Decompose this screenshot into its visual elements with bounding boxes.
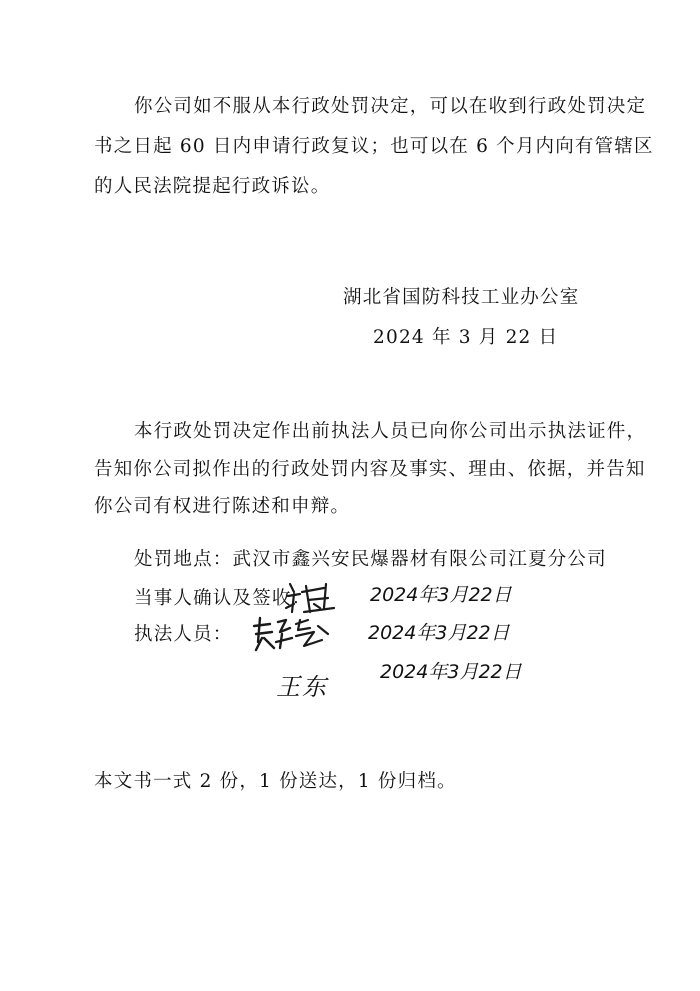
notice-line-1: 你公司如不服从本行政处罚决定，可以在收到行政处罚决定 xyxy=(134,96,647,117)
notice-line-2: 书之日起 60 日内申请行政复议；也可以在 6 个月内向有管辖区 xyxy=(94,136,654,157)
copies-note: 本文书一式 2 份，1 份送达，1 份归档。 xyxy=(94,771,457,792)
statement-line-3: 你公司有权进行陈述和申辩。 xyxy=(94,496,351,517)
officer2-signature: 王东 xyxy=(276,673,328,701)
issuer-org: 湖北省国防科技工业办公室 xyxy=(343,287,580,308)
officer1-date: 2024年3月22日 xyxy=(368,622,510,644)
party-label: 当事人确认及签收： xyxy=(134,588,312,609)
statement-line-1: 本行政处罚决定作出前执法人员已向你公司出示执法证件， xyxy=(134,421,647,442)
issuer-date: 2024 年 3 月 22 日 xyxy=(373,327,559,348)
notice-line-3: 的人民法院提起行政诉讼。 xyxy=(94,176,331,197)
officer1-signature xyxy=(252,612,332,656)
location-row xyxy=(134,551,607,570)
officer-label: 执法人员： xyxy=(134,624,233,645)
location-label: 处罚地点： xyxy=(134,549,233,570)
officer2-date: 2024年3月22日 xyxy=(380,661,522,683)
statement-line-2: 告知你公司拟作出的行政处罚内容及事实、理由、依据，并告知 xyxy=(94,459,646,480)
party-date: 2024年3月22日 xyxy=(370,584,512,606)
location-value: 武汉市鑫兴安民爆器材有限公司江夏分公司 xyxy=(232,549,607,570)
